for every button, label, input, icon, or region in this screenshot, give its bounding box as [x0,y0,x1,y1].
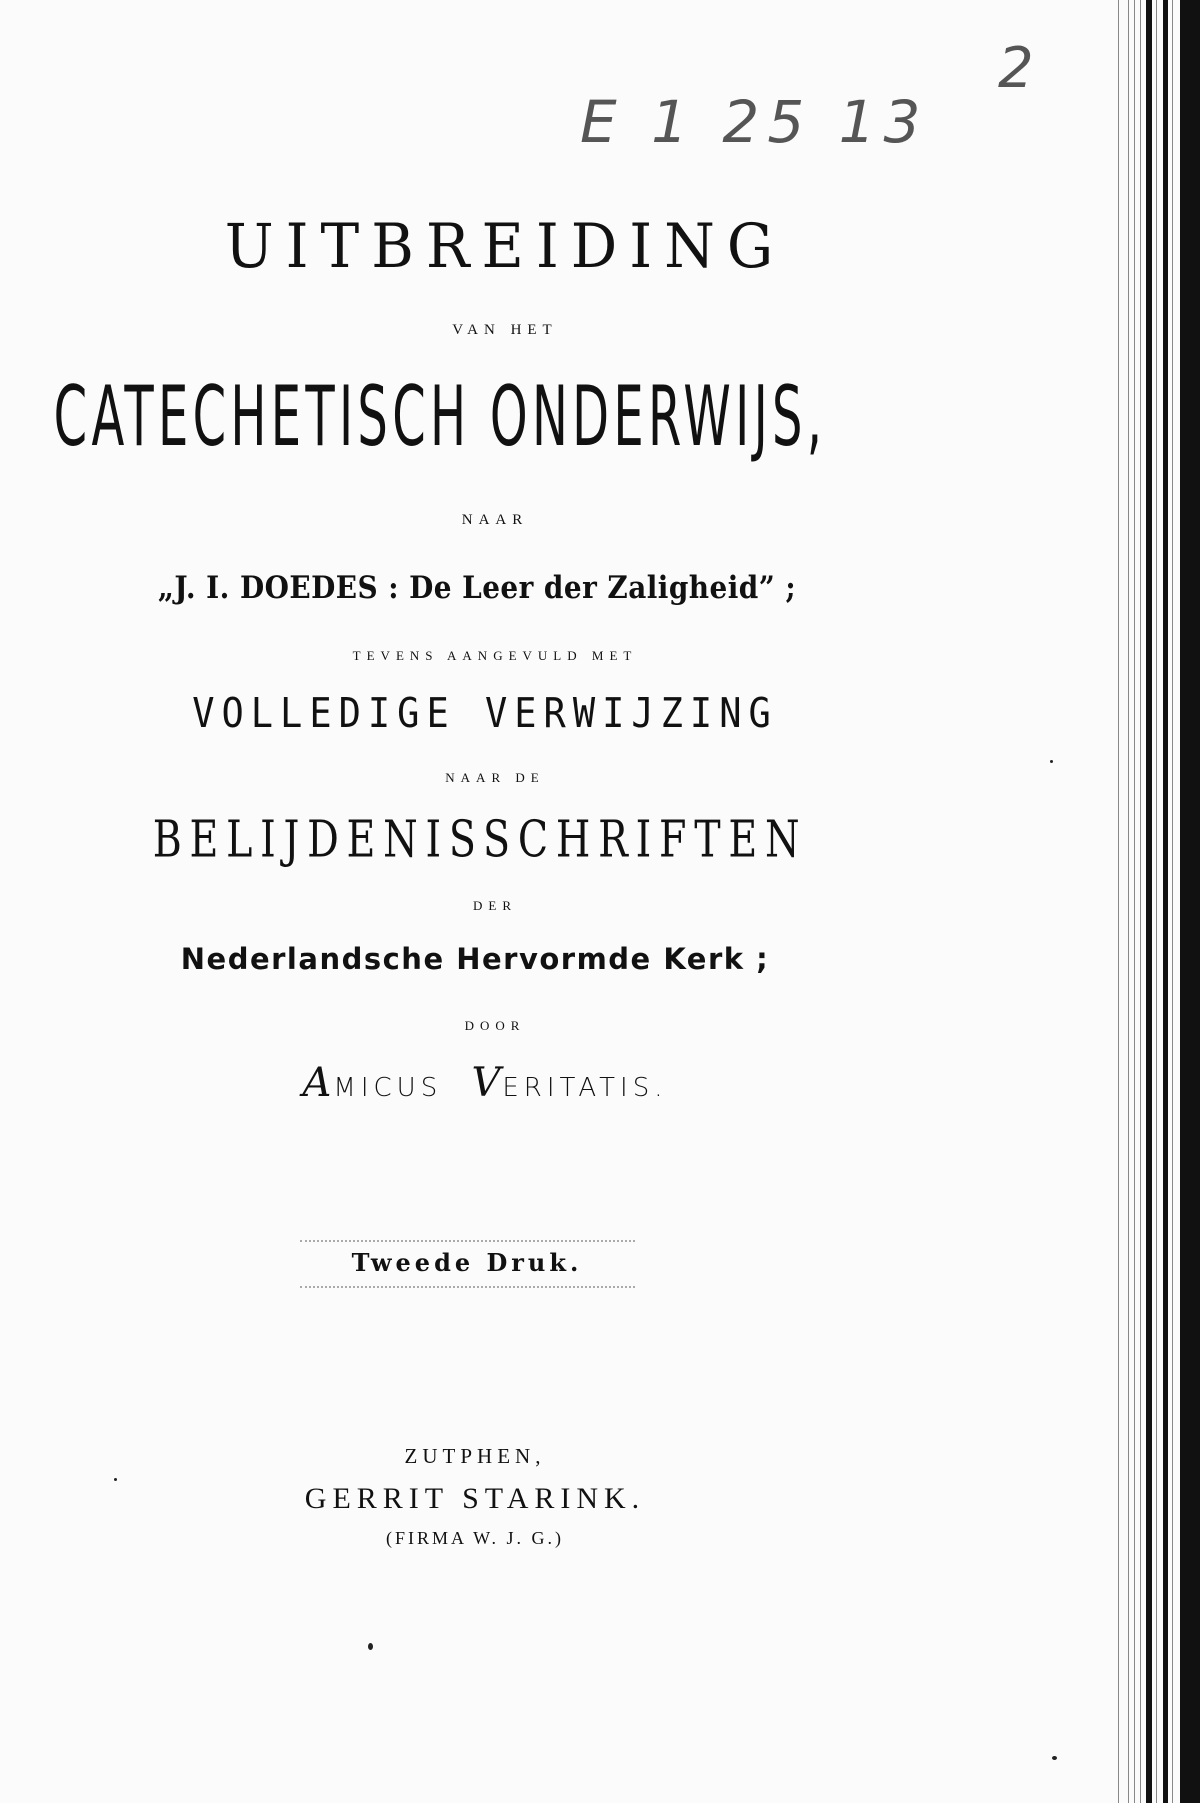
dotted-rule-top [300,1240,635,1242]
binding-shadow [1146,0,1152,1803]
page-edge [1172,0,1173,1803]
page-edge [1128,0,1129,1803]
binding-shadow [1180,0,1200,1803]
author-first-initial: A [302,1060,334,1106]
handwritten-page-number: 2 [998,36,1034,101]
book-title: UITBREIDING [224,210,786,282]
page-edge [1140,0,1141,1803]
publisher-line: GERRIT STARINK. [304,1482,646,1515]
ink-speck [368,1643,373,1650]
dotted-rule-bottom [300,1286,635,1288]
author-last-initial: V [471,1060,503,1106]
ink-speck [1052,1756,1057,1760]
source-work-line: „J. I. DOEDES : De Leer der Zaligheid” ; [157,570,797,606]
church-line: Nederlandsche Hervormde Kerk ; [180,942,770,976]
page-edge [1156,0,1157,1803]
ink-speck [1050,760,1053,763]
ink-speck [114,1478,117,1481]
naar-line: NAAR [461,512,529,528]
handwritten-shelfmark: E 1 25 13 [580,88,929,156]
page-edge [1134,0,1135,1803]
page-edge [1118,0,1119,1803]
author-last-rest: ERITATIS. [502,1073,668,1103]
naar-de-line: NAAR DE [445,770,545,785]
van-het-line: VAN HET [452,322,558,338]
door-line: DOOR [464,1018,526,1033]
edition-line: Tweede Druk. [351,1248,583,1277]
der-line: DER [473,898,517,913]
subject-line: CATECHETISCH ONDERWIJS, [53,368,827,466]
author-line [0,1060,1010,1106]
belijdenis-line: BELIJDENISSCHRIFTEN [152,809,808,869]
author-first-rest: MICUS [333,1073,443,1103]
binding-shadow [1163,0,1168,1803]
firma-line: (FIRMA W. J. G.) [385,1528,565,1548]
volledige-line: VOLLEDIGE VERWIJZING [192,689,778,738]
tevens-line: TEVENS AANGEVULD MET [352,648,638,663]
place-line: ZUTPHEN, [404,1444,546,1468]
